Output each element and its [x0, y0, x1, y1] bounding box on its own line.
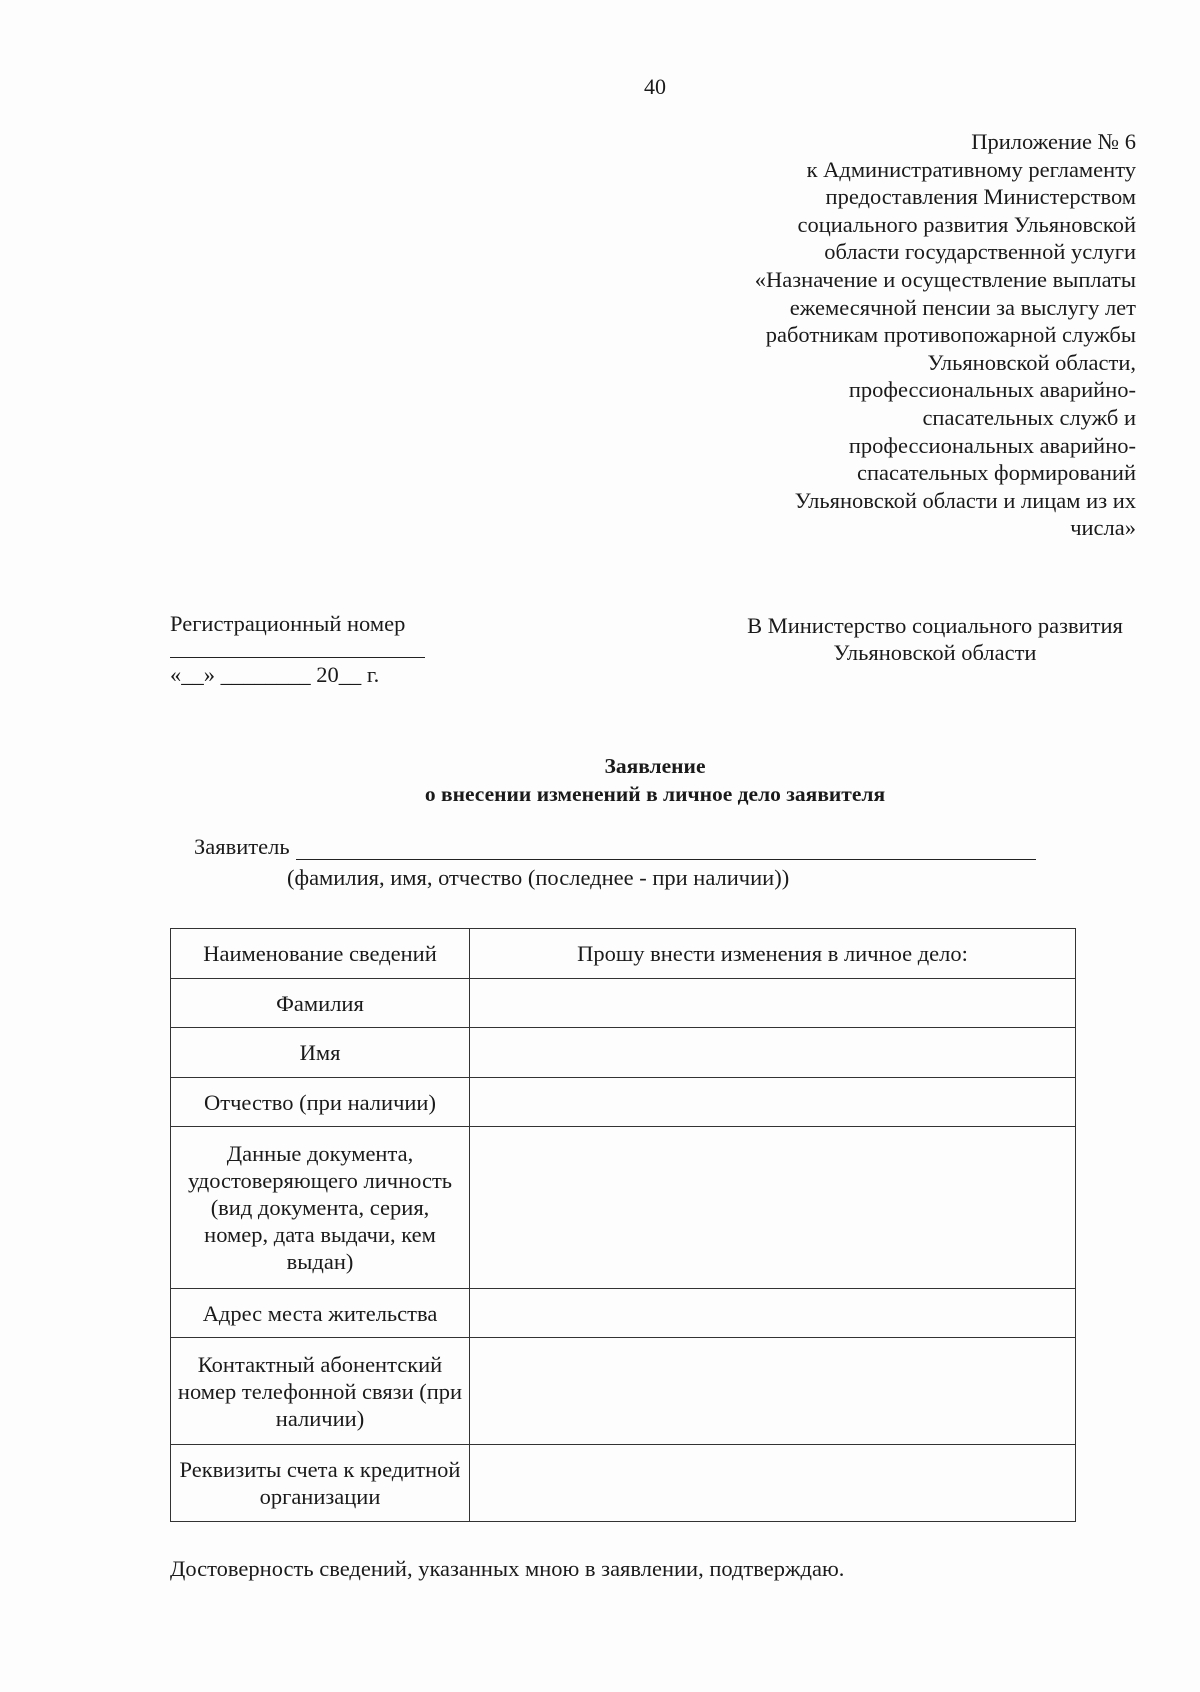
table-row [171, 1289, 1076, 1338]
appendix-line: области государственной услуги [824, 239, 1136, 265]
table-row [171, 979, 1076, 1028]
row-value-cell[interactable] [470, 1028, 1076, 1078]
appendix-line: «Назначение и осуществление выплаты [754, 266, 1136, 292]
page-number: 40 [644, 74, 666, 99]
recipient-line: Ульяновской области [833, 640, 1037, 665]
appendix-line: Ульяновской области, [927, 349, 1136, 375]
applicant-row [194, 834, 1036, 860]
title-line: Заявление [604, 754, 706, 778]
applicant-name-field[interactable] [296, 835, 1036, 860]
row-label: Отчество (при наличии) [171, 1078, 470, 1127]
row-value-cell[interactable] [470, 1078, 1076, 1127]
row-label: Фамилия [171, 979, 470, 1028]
registration-date-field[interactable]: «__» ________ 20__ г. [170, 662, 380, 687]
appendix-line: спасательных служб и [922, 404, 1136, 430]
registration-block [170, 611, 425, 688]
row-label: Адрес места жительства [171, 1289, 470, 1338]
appendix-line: к Административному регламенту [806, 156, 1136, 182]
table-header-row [171, 929, 1076, 979]
appendix-line: ежемесячной пенсии за выслугу лет [789, 294, 1136, 320]
table-row [171, 1127, 1076, 1289]
row-label: Имя [171, 1028, 470, 1078]
table-row [171, 1028, 1076, 1078]
appendix-line: предоставления Министерством [825, 184, 1136, 210]
appendix-line: Ульяновской области и лицам из их [794, 487, 1136, 513]
title-line: о внесении изменений в личное дело заявителя [424, 782, 886, 806]
appendix-line: Приложение № 6 [971, 129, 1136, 154]
appendix-line: профессиональных аварийно- [848, 377, 1136, 403]
row-label: Реквизиты счета к кредитной организации [171, 1445, 470, 1522]
confirmation-text: Достоверность сведений, указанных мною в заявлении, подтверждаю. [170, 1556, 845, 1581]
table-header-cell: Прошу внести изменения в личное дело: [470, 929, 1076, 979]
registration-label: Регистрационный номер [170, 611, 406, 636]
row-label: Контактный абонентский номер телефонной связи (при наличии) [171, 1338, 470, 1445]
row-value-cell[interactable] [470, 979, 1076, 1028]
applicant-hint: (фамилия, имя, отчество (последнее - при наличии)) [287, 865, 790, 890]
recipient-block [720, 612, 1150, 666]
appendix-line: числа» [1070, 515, 1136, 541]
registration-number-field[interactable] [170, 637, 425, 658]
appendix-header [676, 128, 1136, 542]
row-value-cell[interactable] [470, 1289, 1076, 1338]
row-value-cell[interactable] [470, 1338, 1076, 1445]
appendix-line: работникам противопожарной службы [765, 322, 1136, 348]
recipient-line: В Министерство социального развития [747, 613, 1123, 638]
document-title [0, 752, 1200, 808]
row-value-cell[interactable] [470, 1127, 1076, 1289]
appendix-line: социального развития Ульяновской [797, 211, 1136, 237]
applicant-label: Заявитель [194, 834, 290, 859]
table-header-cell: Наименование сведений [171, 929, 470, 979]
appendix-line: спасательных формирований [857, 460, 1136, 486]
info-table [170, 928, 1076, 1522]
appendix-line: профессиональных аварийно- [848, 432, 1136, 458]
table-row [171, 1078, 1076, 1127]
row-label: Данные документа, удостоверяющего личность (вид документа, серия, номер, дата выдачи, кем выдан) [171, 1127, 470, 1289]
row-value-cell[interactable] [470, 1445, 1076, 1522]
table-row [171, 1445, 1076, 1522]
table-row [171, 1338, 1076, 1445]
